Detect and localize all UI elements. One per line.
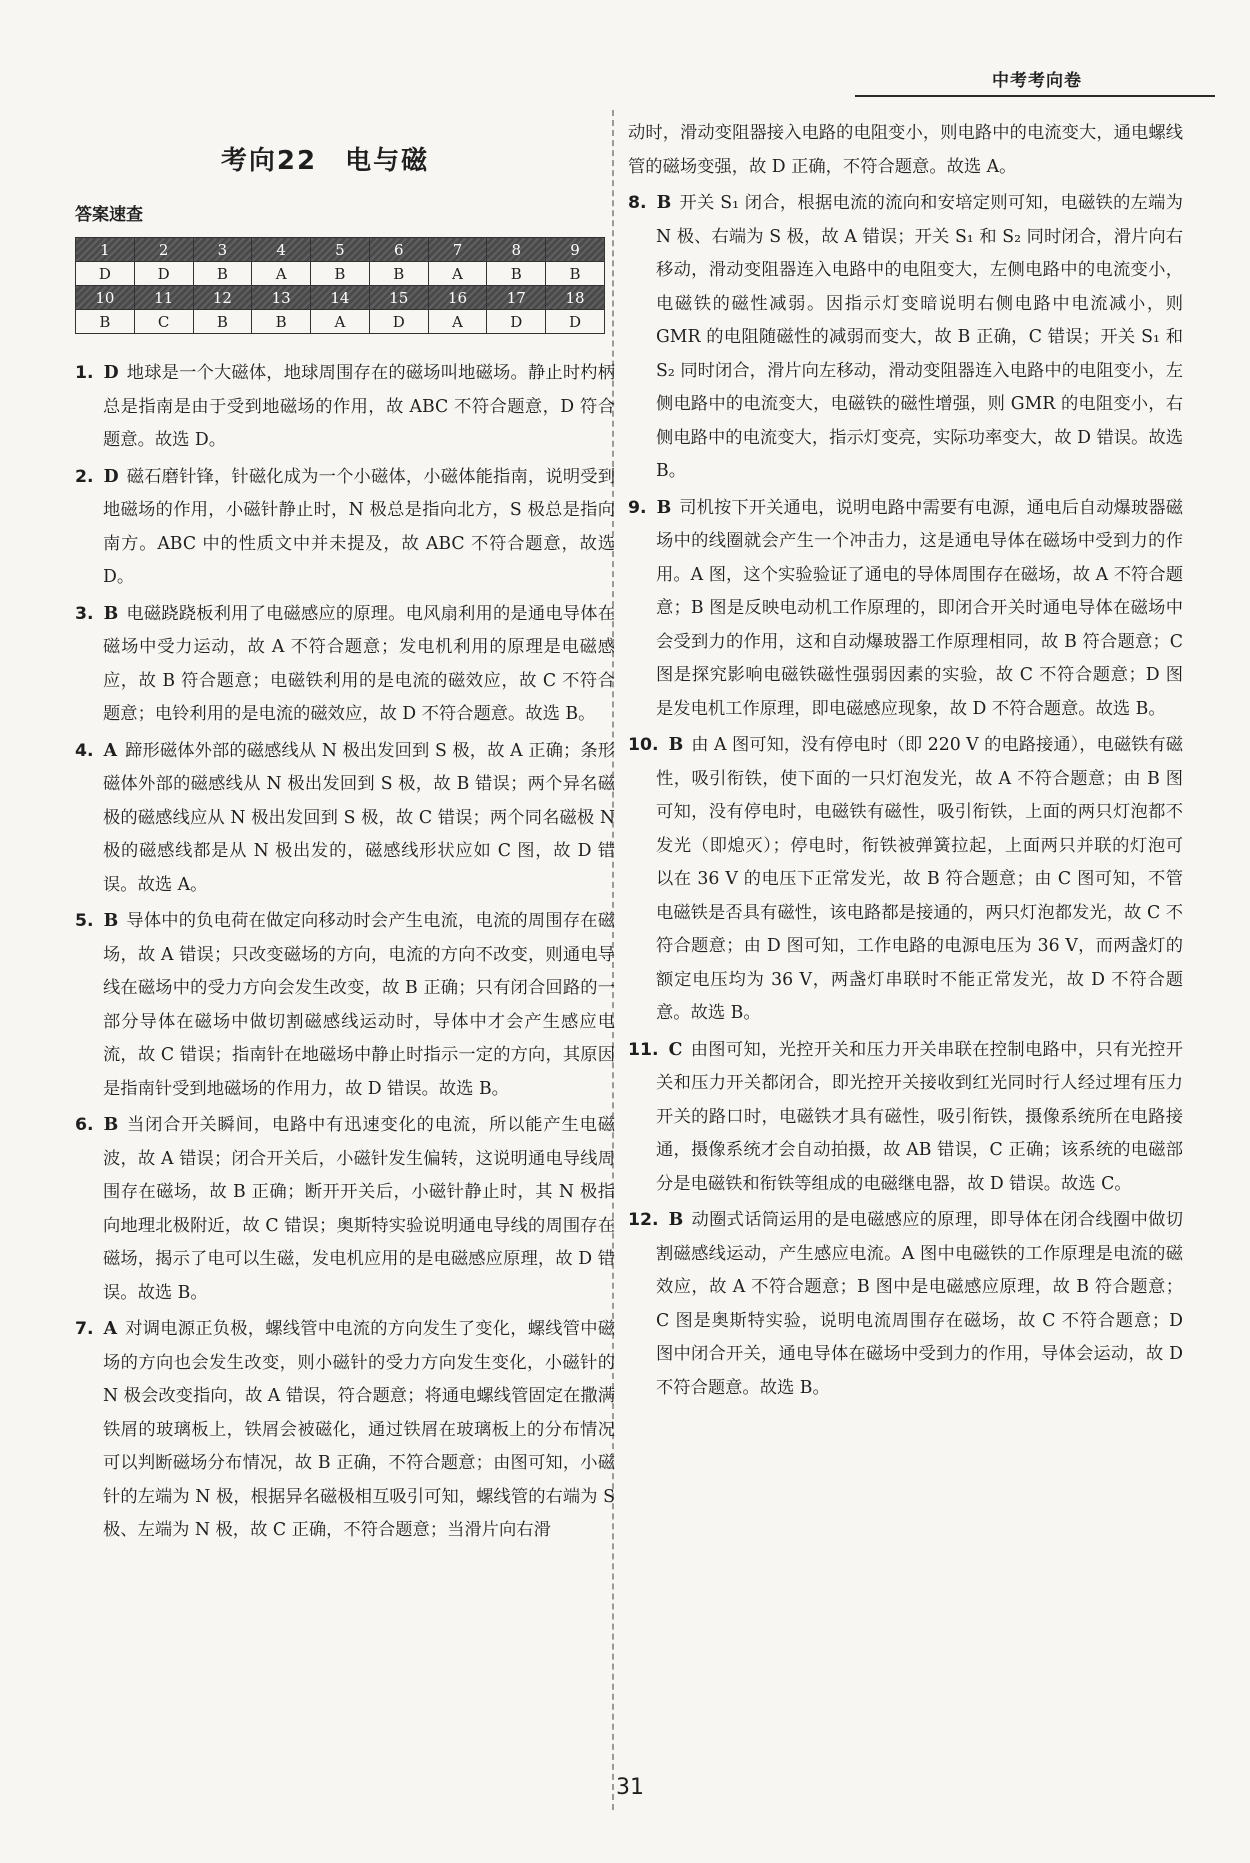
question-number: 2. xyxy=(75,466,94,487)
question-number: 7. xyxy=(75,1319,94,1339)
explanation-text: 电磁跷跷板利用了电磁感应的原理。电风扇利用的是通电导体在磁场中受力运动，故 A 不符合题意；发电机利用的原理是电磁感应，故 B 符合题意；电磁铁利用的是电流的磁效应，故 C 不符合题意；电铃利用的是电流的磁效应，故 D 不符合题意。故选 B。 xyxy=(103,603,615,724)
answer-table-number: 18 xyxy=(546,286,605,310)
answer-table-number: 16 xyxy=(428,286,487,310)
answer-table-number: 8 xyxy=(487,238,546,262)
explanation-text: 动时，滑动变阻器接入电路的电阻变小，则电路中的电流变大，通电螺线管的磁场变强，故 D 正确，不符合题意。故选 A。 xyxy=(628,123,1183,177)
explanation-text: 由 A 图可知，没有停电时（即 220 V 的电路接通），电磁铁有磁性，吸引衔铁，使下面的一只灯泡发光，故 A 不符合题意；由 B 图可知，没有停电时，电磁铁有磁性，吸引衔铁，上面的两只灯泡都不发光（即熄灭）；停电时，衔铁被弹簧拉起，上面两只并联的灯泡可以在 36 V 的电压下正常发光，故 B 符合题意；由 C 图可知，不管电磁铁是否具有磁性，该电路都是接通的，两只灯泡都发光，故 C 不符合题意；由 D 图可知，工作电路的电源电压为 36 V，而两盏灯的额定电压均为 36 V，两盏灯串联时不能正常发光，故 D 不符合题意。故选 B。 xyxy=(656,735,1183,1023)
answer-table-number: 7 xyxy=(428,238,487,262)
answer-table-number: 13 xyxy=(252,286,311,310)
answer-letter: C xyxy=(668,1039,683,1060)
quick-answer-label: 答案速查 xyxy=(75,205,143,225)
answer-table-answer: D xyxy=(76,262,135,286)
answer-explanation xyxy=(75,598,615,732)
answer-table-answer: A xyxy=(311,310,370,334)
explanation-text: 开关 S₁ 闭合，根据电流的流向和安培定则可知，电磁铁的左端为 N 极、右端为 S 极，故 A 错误；开关 S₁ 和 S₂ 同时闭合，滑片向右移动，滑动变阻器连入电路中的电阻变大，左侧电路中的电流变小，电磁铁的磁性减弱。因指示灯变暗说明右侧电路中电流减小，则 GMR 的电阻随磁性的减弱而变大，故 B 正确，C 错误；开关 S₁ 和 S₂ 同时闭合，滑片向左移动，滑动变阻器连入电路中的电阻变小，左侧电路中的电流变大，电磁铁的磁性增强，则 GMR 的电阻变小，右侧电路中的电流变大，指示灯变亮，实际功率变大，故 D 错误。故选 B。 xyxy=(656,193,1183,481)
question-number: 3. xyxy=(75,603,94,624)
answer-letter: D xyxy=(103,466,119,487)
explanation-text: 导体中的负电荷在做定向移动时会产生电流，电流的周围存在磁场，故 A 错误；只改变磁场的方向，电流的方向不改变，则通电导线在磁场中的受力方向会发生改变，故 B 正确；只有闭合回路的一部分导体在磁场中做切割磁感线运动时，导体中才会产生感应电流，故 C 错误；指南针在地磁场中静止时指示一定的方向，其原因是指南针受到地磁场的作用力，故 D 错误。故选 B。 xyxy=(103,911,615,1099)
header-rule xyxy=(855,95,1215,97)
question-number: 11. xyxy=(628,1039,659,1060)
answer-table-number: 4 xyxy=(252,238,311,262)
answer-table-answer: A xyxy=(252,262,311,286)
answer-explanation xyxy=(628,1034,1183,1202)
answer-table-number: 5 xyxy=(311,238,370,262)
explanation-text: 当闭合开关瞬间，电路中有迅速变化的电流，所以能产生电磁波，故 A 错误；闭合开关后，小磁针发生偏转，这说明通电导线周围存在磁场，故 B 正确；断开开关后，小磁针静止时，其 N 极指向地理北极附近，故 C 错误；奥斯特实验说明通电导线的周围存在磁场，揭示了电可以生磁，发电机应用的是电磁感应原理，故 D 错误。故选 B。 xyxy=(103,1115,615,1303)
answer-table-number: 2 xyxy=(134,238,193,262)
answer-table-answer: A xyxy=(428,262,487,286)
explanation-text: 司机按下开关通电，说明电路中需要有电源，通电后自动爆玻器磁场中的线圈就会产生一个冲击力，这是通电导体在磁场中受到力的作用。A 图，这个实验验证了通电的导体周围存在磁场，故 A 不符合题意；B 图是反映电动机工作原理的，即闭合开关时通电导体在磁场中会受到力的作用，这和自动爆玻器工作原理相同，故 B 符合题意；C 图是探究影响电磁铁磁性强弱因素的实验，故 C 不符合题意；D 图是发电机工作原理，即电磁感应现象，故 D 不符合题意。故选 B。 xyxy=(656,497,1183,719)
question-number: 4. xyxy=(75,740,94,761)
explanation-text: 对调电源正负极，螺线管中电流的方向发生了变化，螺线管中磁场的方向也会发生改变，则小磁针的受力方向发生变化，小磁针的 N 极会改变指向，故 A 错误，符合题意；将通电螺线管固定在撒满铁屑的玻璃板上，铁屑会被磁化，通过铁屑在玻璃板上的分布情况可以判断磁场分布情况，故 B 正确，不符合题意；由图可知，小磁针的左端为 N 极，根据异名磁极相互吸引可知，螺线管的右端为 S 极、左端为 N 极，故 C 正确，不符合题意；当滑片向右滑 xyxy=(103,1319,615,1540)
question-number: 8. xyxy=(628,193,647,213)
answer-table-answer: D xyxy=(134,262,193,286)
answer-explanation xyxy=(628,729,1183,1031)
answer-table-answer: C xyxy=(134,310,193,334)
answer-explanation xyxy=(75,1313,615,1548)
answer-explanation xyxy=(75,357,615,458)
answer-explanation xyxy=(628,187,1183,489)
answer-explanation xyxy=(75,735,615,903)
page-title: 考向22 电与磁 xyxy=(220,146,430,176)
question-number: 10. xyxy=(628,735,659,755)
answer-table-answer: B xyxy=(546,262,605,286)
explanation-text: 由图可知，光控开关和压力开关串联在控制电路中，只有光控开关和压力开关都闭合，即光控开关接收到红光同时行人经过埋有压力开关的路口时，电磁铁才具有磁性，吸引衔铁，摄像系统所在电路接通，摄像系统才会自动拍摄，故 AB 错误，C 正确；该系统的电磁部分是电磁铁和衔铁等组成的电磁继电器，故 D 错误。故选 C。 xyxy=(656,1039,1183,1194)
answer-explanation xyxy=(75,461,615,595)
answer-letter: B xyxy=(103,603,119,624)
answer-letter: D xyxy=(103,363,119,383)
answer-table xyxy=(75,237,605,334)
answer-letter: B xyxy=(668,735,684,755)
answer-table-number: 15 xyxy=(369,286,428,310)
question-number: 6. xyxy=(75,1115,94,1135)
answer-table-number: 12 xyxy=(193,286,252,310)
question-number: 5. xyxy=(75,911,94,931)
answer-explanation xyxy=(75,905,615,1106)
answer-table-answer: B xyxy=(193,310,252,334)
answer-table-number: 1 xyxy=(76,238,135,262)
answer-letter: B xyxy=(103,1115,119,1135)
answer-table-answer: B xyxy=(369,262,428,286)
question-number: 9. xyxy=(628,497,647,518)
answer-table-answer: B xyxy=(252,310,311,334)
answer-table-number: 10 xyxy=(76,286,135,310)
answer-table-number: 14 xyxy=(311,286,370,310)
answer-letter: B xyxy=(656,497,672,518)
answer-table-answer: B xyxy=(76,310,135,334)
answer-explanation xyxy=(628,1204,1183,1405)
answer-letter: A xyxy=(103,740,118,761)
question-number: 1. xyxy=(75,363,94,383)
answer-explanation xyxy=(628,117,1183,184)
answer-letter: B xyxy=(668,1210,684,1230)
answer-table-answer: B xyxy=(487,262,546,286)
question-number: 12. xyxy=(628,1210,659,1230)
answer-table-number: 6 xyxy=(369,238,428,262)
explanation-text: 动圈式话筒运用的是电磁感应的原理，即导体在闭合线圈中做切割磁感线运动，产生感应电流。A 图中电磁铁的工作原理是电流的磁效应，故 A 不符合题意；B 图中是电磁感应原理，故 B 符合题意；C 图是奥斯特实验，说明电流周围存在磁场，故 C 不符合题意；D 图中闭合开关，通电导体在磁场中受到力的作用，导体会运动，故 D 不符合题意。故选 B。 xyxy=(656,1210,1183,1398)
answer-list-left xyxy=(75,357,615,1551)
answer-table-number: 11 xyxy=(134,286,193,310)
answer-table-answer: B xyxy=(311,262,370,286)
answer-table-answer: D xyxy=(546,310,605,334)
answer-table-answer: D xyxy=(369,310,428,334)
page-number: 31 xyxy=(616,1775,644,1800)
answer-table-number: 9 xyxy=(546,238,605,262)
explanation-text: 地球是一个大磁体，地球周围存在的磁场叫地磁场。静止时杓柄总是指南是由于受到地磁场的作用，故 ABC 不符合题意，D 符合题意。故选 D。 xyxy=(103,363,615,450)
answer-letter: B xyxy=(103,911,119,931)
answer-list-right xyxy=(628,117,1183,1408)
explanation-text: 磁石磨针锋，针磁化成为一个小磁体，小磁体能指南，说明受到地磁场的作用，小磁针静止时，N 极总是指向北方，S 极总是指向南方。ABC 中的性质文中并未提及，故 ABC 不符合题意，故选 D。 xyxy=(103,466,615,587)
answer-table-answer: A xyxy=(428,310,487,334)
explanation-text: 蹄形磁体外部的磁感线从 N 极出发回到 S 极，故 A 正确；条形磁体外部的磁感线从 N 极出发回到 S 极，故 B 错误；两个异名磁极的磁感线应从 N 极出发回到 S 极，故 C 错误；两个同名磁极 N 极的磁感线都是从 N 极出发的，磁感线形状应如 C 图，故 D 错误。故选 A。 xyxy=(103,740,615,895)
answer-table-number: 3 xyxy=(193,238,252,262)
answer-letter: B xyxy=(656,193,672,213)
answer-explanation xyxy=(75,1109,615,1310)
answer-table-answer: D xyxy=(487,310,546,334)
header-label: 中考考向卷 xyxy=(992,71,1082,91)
answer-table-number: 17 xyxy=(487,286,546,310)
answer-explanation xyxy=(628,492,1183,727)
answer-letter: A xyxy=(103,1319,118,1339)
answer-table-answer: B xyxy=(193,262,252,286)
